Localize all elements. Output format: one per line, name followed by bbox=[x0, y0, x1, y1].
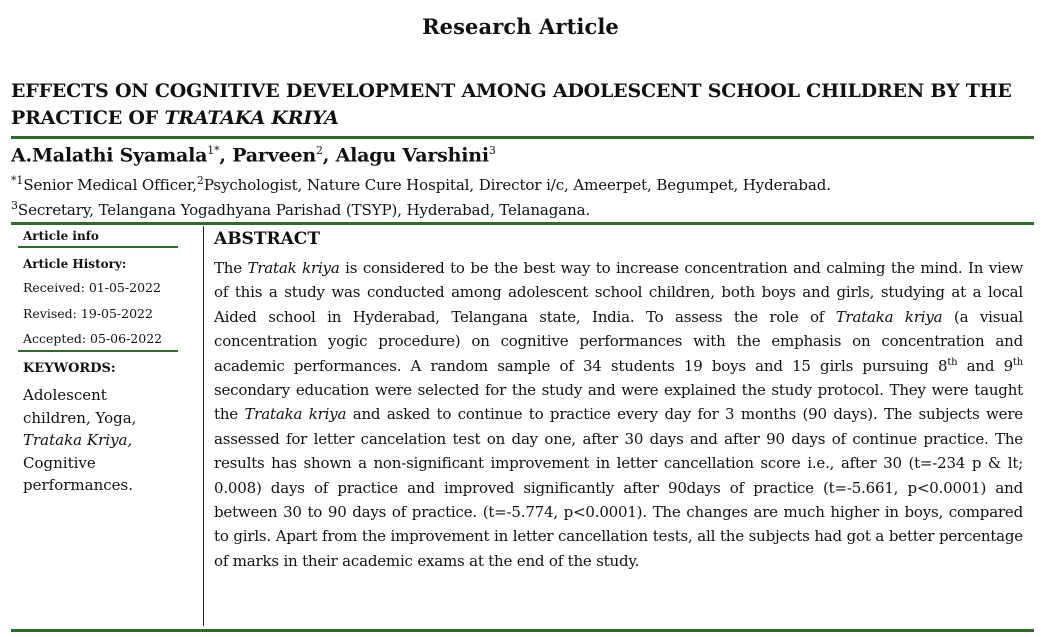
column-divider bbox=[203, 226, 204, 626]
title-main: EFFECTS ON COGNITIVE DEVELOPMENT AMONG ADOLESCENT SCHOOL CHILDREN BY THE PRACTICE OF bbox=[11, 80, 1012, 129]
section-type-heading: Research Article bbox=[422, 14, 619, 39]
keywords-text bbox=[23, 384, 173, 497]
abstract-body bbox=[214, 256, 1023, 573]
title-italic: TRATAKA KRIYA bbox=[164, 107, 339, 129]
article-info-heading: Article info bbox=[23, 229, 99, 243]
abstract-text: is considered to be the best way to increase concentration and calming the mind. In view of this a study was conducted among adolescent school children, both boys and girls, studying at a local Aided school in Hyderabad, Telangana state, India. To assess the role of bbox=[214, 259, 1023, 326]
abstract-italic: Tratak kriya bbox=[247, 259, 340, 277]
footer-divider bbox=[11, 629, 1034, 632]
abstract-text: (a visual concentration yogic procedure) on cognitive performances with the emphasis on concentration and academic performances. A random sample of 34 students 19 boys and 15 girls pursuing 8 bbox=[214, 307, 1024, 375]
author-2-affil-mark: 2 bbox=[315, 144, 323, 157]
abstract-text: and asked to continue to practice every day for 3 months (90 days). The subjects were assessed for letter cancelation test on day one, after 30 days and after 90 days of continue practice. The results has shown a non-significant improvement in letter cancellation score i.e., after 30 (t=-234 p & lt; 0.008) days of practice and improved significantly after 90days of practice (t=-5.661, p<0.0001) and between 30 to 90 days of practice. (t=-5.774, p<0.0001). The changes are much higher in boys, compared to girls. Apart from the improvement in letter cancellation tests, all the subjects had got a better percentage of marks in their academic exams at the end of the study. bbox=[214, 405, 1023, 570]
abstract-heading: ABSTRACT bbox=[214, 229, 320, 249]
sidebar-divider bbox=[18, 246, 178, 248]
accepted-date: Accepted: 05-06-2022 bbox=[23, 331, 163, 346]
author-separator: , bbox=[322, 144, 336, 167]
abstract-italic: Trataka kriya bbox=[835, 307, 943, 326]
received-date: Received: 01-05-2022 bbox=[23, 280, 161, 295]
abstract-superscript: th bbox=[1012, 356, 1023, 368]
affiliation-line-1 bbox=[11, 174, 831, 194]
author-3-affil-mark: 3 bbox=[488, 144, 496, 157]
keywords-italic: Trataka Kriya, bbox=[23, 431, 133, 449]
author-1-affil-mark: 1* bbox=[207, 144, 220, 157]
abstract-text: secondary education were selected for the study and were explained the study protocol. They were taught the bbox=[214, 381, 1023, 424]
abstract-italic: Trataka kriya bbox=[244, 405, 347, 424]
affil-text: Senior Medical Officer, bbox=[23, 176, 197, 194]
affil-mark: 2 bbox=[196, 174, 204, 187]
abstract-text: The bbox=[214, 259, 248, 277]
abstract-superscript: th bbox=[947, 356, 958, 368]
affil-mark: *1 bbox=[11, 174, 24, 187]
revised-date: Revised: 19-05-2022 bbox=[23, 306, 153, 321]
affil-mark: 3 bbox=[11, 199, 18, 212]
header-divider bbox=[11, 222, 1034, 225]
affil-text: Psychologist, Nature Cure Hospital, Director i/c, Ameerpet, Begumpet, Hyderabad. bbox=[203, 176, 831, 194]
sidebar-divider bbox=[18, 350, 178, 352]
affiliation-line-2 bbox=[11, 199, 590, 219]
author-2: Parveen bbox=[232, 144, 316, 167]
title-divider bbox=[11, 136, 1034, 139]
article-history-label: Article History: bbox=[23, 257, 127, 271]
keywords-part: Cognitive performances. bbox=[23, 453, 133, 494]
keywords-part: Adolescent children, Yoga, bbox=[23, 386, 137, 427]
author-3: Alagu Varshini bbox=[335, 144, 489, 167]
author-separator: , bbox=[219, 144, 233, 167]
author-1: A.Malathi Syamala bbox=[11, 144, 208, 167]
article-title bbox=[11, 78, 1035, 132]
affil-text: Secretary, Telangana Yogadhyana Parishad (TSYP), Hyderabad, Telanagana. bbox=[17, 201, 591, 219]
author-list bbox=[11, 144, 496, 166]
keywords-label: KEYWORDS: bbox=[23, 361, 116, 376]
abstract-text: and 9 bbox=[957, 356, 1013, 375]
